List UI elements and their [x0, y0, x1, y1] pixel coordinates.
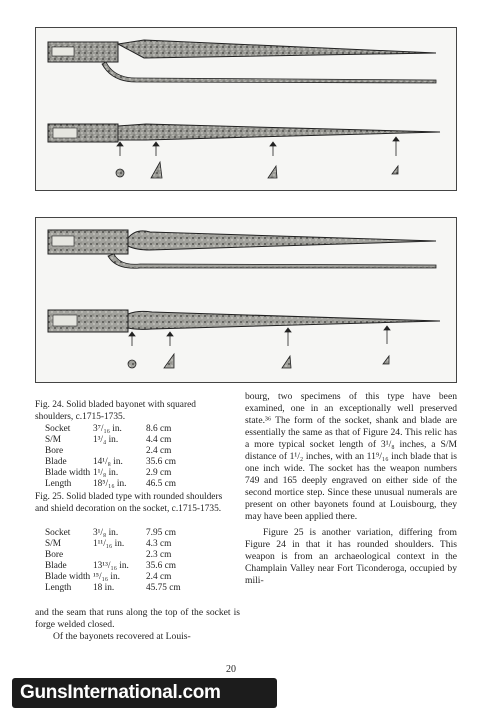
page-number: 20	[226, 664, 236, 675]
figure-25-illustration	[35, 217, 457, 383]
dimension-label: Bore	[45, 446, 64, 456]
dimension-imperial: 1¹/₈ in.	[93, 468, 119, 478]
bayonet-top-view	[48, 230, 436, 268]
bayonet-side-view	[48, 310, 440, 332]
dimension-imperial: 1¹¹/₁₆ in.	[93, 539, 125, 549]
dimension-label: Length	[45, 479, 72, 489]
dimension-label: S/M	[45, 435, 62, 445]
left-paragraph-2: Of the bayonets recovered at Louis-	[53, 631, 191, 642]
dimension-metric: 4.4 cm	[146, 435, 172, 445]
right-paragraph-1: bourg, two specimens of this type have been examined, one in an exceptionally well preserved state.³⁶ The form of the socket, shank and blade are essentially the same as that of Figure 24. This relic has a more typical socket length of 3¹/₈ inches, a S/M distance of 1¹/₂ inches, with an 11⁹/₁₆ inch blade that is one inch wide. The socket has the weapon numbers 749 and 165 deeply engraved on either side of the second mortice step. Since these unusual numerals are present on other bayonets found at Louisbourg, they may have been applied there.	[245, 391, 457, 522]
figure-24-drawing	[36, 28, 456, 190]
dimension-row	[35, 528, 181, 539]
left-column-text	[35, 607, 240, 643]
figure-25-dimensions-table	[35, 528, 181, 594]
dimension-label: Blade	[45, 457, 67, 467]
right-paragraph-2: Figure 25 is another variation, differing from Figure 24 in that it has rounded shoulders. This weapon is from an archaeological context in the Champlain Valley near Fort Ticonderoga, occupied by mili-	[245, 527, 457, 586]
figure-24-dimensions-table	[35, 424, 176, 490]
dimension-row	[35, 550, 181, 561]
dimension-imperial: 3¹/₈ in.	[93, 528, 119, 538]
dimension-imperial: 13¹³/₁₆ in.	[93, 561, 129, 571]
dimension-metric: 2.9 cm	[146, 468, 172, 478]
dimension-row	[35, 583, 181, 594]
section-markers	[128, 326, 390, 368]
dimension-imperial	[93, 550, 146, 561]
figure-24-caption: Fig. 24. Solid bladed bayonet with squared shoulders, c.1715-1735.	[35, 400, 196, 422]
right-column-text	[245, 391, 457, 587]
bayonet-top-view	[48, 40, 436, 83]
dimension-imperial: 18 in.	[93, 583, 115, 593]
dimension-row	[35, 539, 181, 550]
dimension-label: Blade width	[45, 468, 91, 478]
dimension-imperial: 18⁵/₁₆ in.	[93, 479, 127, 489]
dimension-label: Blade width	[45, 572, 91, 582]
dimension-metric: 35.6 cm	[146, 457, 176, 467]
dimension-metric: 45.75 cm	[146, 583, 181, 593]
dimension-label: Bore	[45, 550, 64, 560]
dimension-label: Blade	[45, 561, 67, 571]
dimension-label: Socket	[45, 528, 71, 538]
dimension-label: Socket	[45, 424, 71, 434]
dimension-row	[35, 446, 176, 457]
dimension-row	[35, 468, 176, 479]
dimension-row	[35, 424, 176, 435]
dimension-imperial	[93, 446, 146, 457]
section-markers	[116, 137, 399, 178]
dimension-imperial: 3⁷/₁₆ in.	[93, 424, 122, 434]
dimension-imperial: ¹⁵/₁₆ in.	[93, 572, 120, 582]
dimension-row	[35, 457, 176, 468]
dimension-metric: 46.5 cm	[146, 479, 176, 489]
dimension-row	[35, 572, 181, 583]
dimension-label: Length	[45, 583, 72, 593]
dimension-row	[35, 479, 176, 490]
dimension-metric: 8.6 cm	[146, 424, 172, 434]
dimension-row	[35, 435, 176, 446]
dimension-imperial: 1³/₄ in.	[93, 435, 119, 445]
dimension-label: S/M	[45, 539, 62, 549]
site-watermark-logo: GunsInternational.com	[12, 678, 277, 708]
dimension-row	[35, 561, 181, 572]
dimension-metric: 4.3 cm	[146, 539, 172, 549]
figure-24-illustration	[35, 27, 457, 191]
dimension-metric: 2.4 cm	[146, 572, 172, 582]
dimension-imperial: 14¹/₈ in.	[93, 457, 123, 467]
dimension-metric: 2.4 cm	[146, 446, 172, 456]
left-paragraph-1: and the seam that runs along the top of the socket is forge welded closed.	[35, 607, 240, 630]
figure-25-caption: Fig. 25. Solid bladed type with rounded shoulders and shield decoration on the socket, c.1715-1735.	[35, 492, 223, 514]
figure-25-drawing	[36, 218, 456, 382]
dimension-metric: 35.6 cm	[146, 561, 176, 571]
dimension-metric: 2.3 cm	[146, 550, 172, 560]
bayonet-side-view	[48, 124, 440, 142]
dimension-metric: 7.95 cm	[146, 528, 176, 538]
